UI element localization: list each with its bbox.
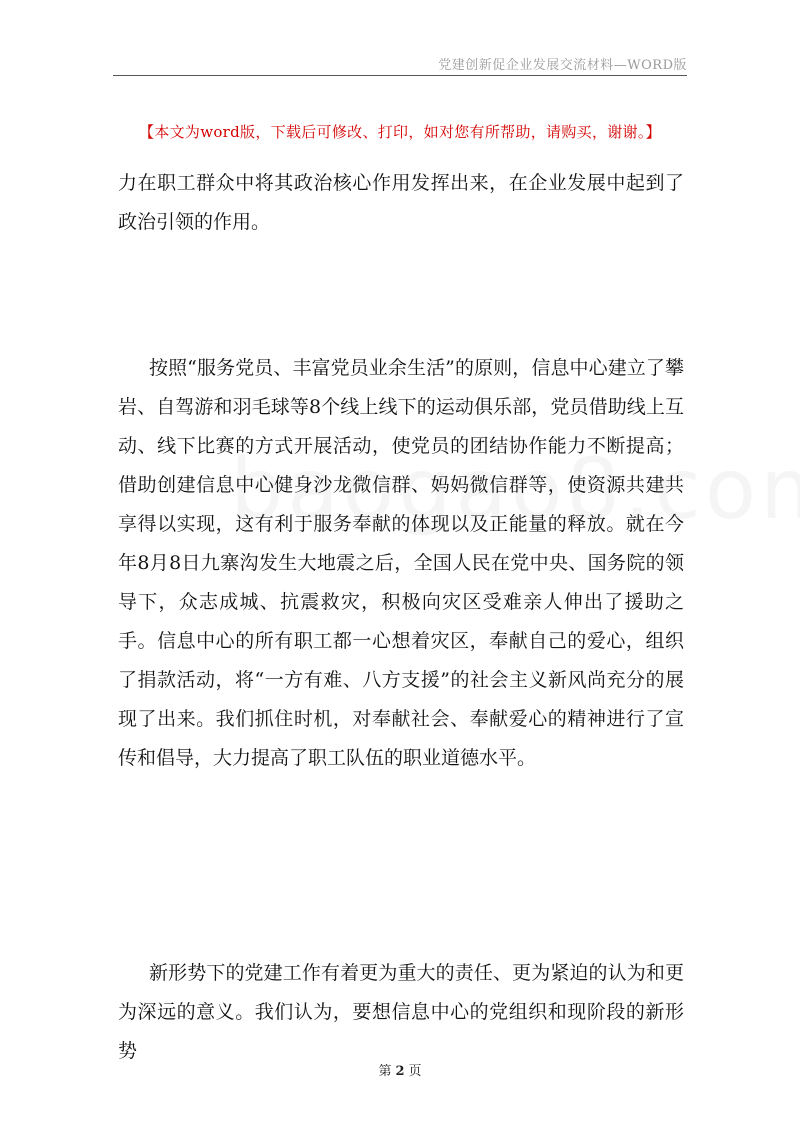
document-header-title: 党建创新促企业发展交流材料—WORD版 bbox=[438, 58, 687, 73]
page-label-suffix: 页 bbox=[408, 1064, 422, 1079]
body-paragraph-2: 按照“服务党员、丰富党员业余生活”的原则，信息中心建立了攀岩、自驾游和羽毛球等8个线上线下的运动俱乐部，党员借助线上互动、线下比赛的方式开展活动，使党员的团结协作能力不断提高；借助创建信息中心健身沙龙微信群、妈妈微信群等，使资源共建共享得以实现，这有利于服务奉献的体现以及正能量的释放。就在今年8月8日九寨沟发生大地震之后，全国人民在党中央、国务院的领导下，众志成城、抗震救灾，积极向灾区受难亲人伸出了援助之手。信息中心的所有职工都一心想着灾区，奉献自己的爱心，组织了捐款活动，将“一方有难、八方支援”的社会主义新风尚充分的展现了出来。我们抓住时机，对奉献社会、奉献爱心的精神进行了宣传和倡导，大力提高了职工队伍的职业道德水平。 bbox=[118, 357, 684, 769]
page-number: 2 bbox=[395, 1064, 405, 1079]
body-paragraph-3: 新形势下的党建工作有着更为重大的责任、更为紧迫的认为和更为深远的意义。我们认为，要想信息中心的党组织和现阶段的新形势 bbox=[118, 962, 684, 1062]
page-label-prefix: 第 bbox=[378, 1064, 392, 1079]
body-paragraph-1: 力在职工群众中将其政治核心作用发挥出来，在企业发展中起到了政治引领的作用。 bbox=[118, 172, 684, 233]
download-notice: 【本文为word版，下载后可修改、打印，如对您有所帮助，请购买，谢谢。】 bbox=[139, 123, 661, 141]
page-footer bbox=[0, 1060, 800, 1079]
header-divider bbox=[113, 75, 687, 76]
